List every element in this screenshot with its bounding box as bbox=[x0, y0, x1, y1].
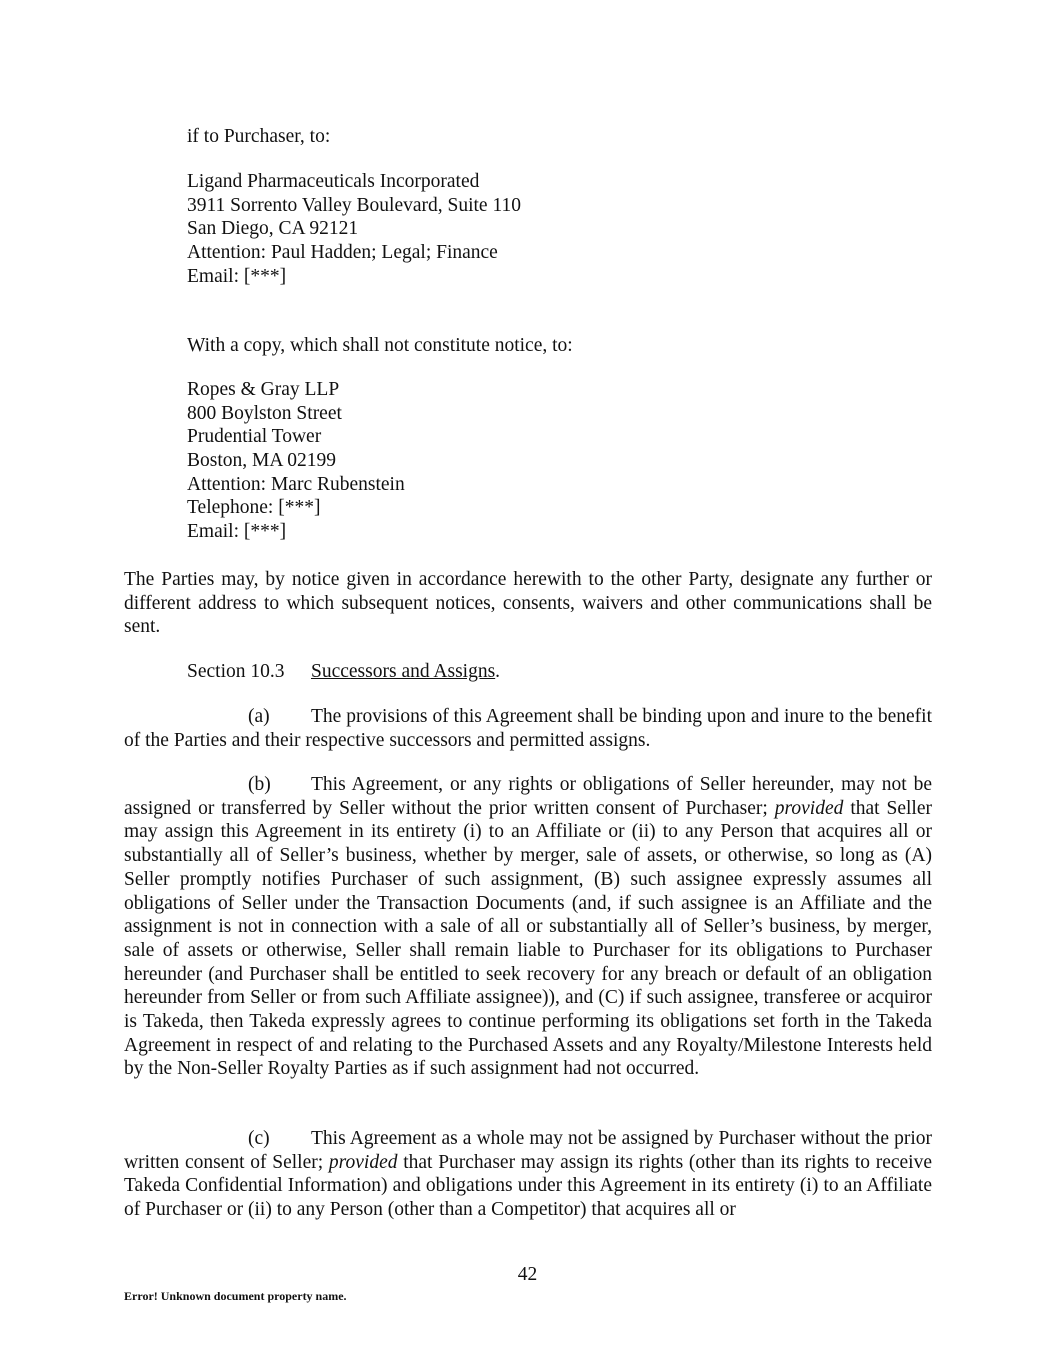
clause-c-text-after: that Purchaser may assign its rights (other than its rights to receive Takeda Confidential Information) and obligations under this Agreement in its entirety (i) to an Affiliate of Purchaser or (ii) to any Person (other than a Competitor) that acquires all or bbox=[124, 1151, 932, 1221]
clause-b-text-after: that Seller may assign this Agreement in its entirety (i) to an Affiliate or (ii) to any Person that acquires all or substantially all of Seller’s business, whether by merger, sale of assets, or otherwise, so long as (A) Seller promptly notifies Purchaser of such assignment, (B) such assignee expressly assumes all obligations of Seller under the Transaction Documents (and, if such assignee is an Affiliate and the assignment is not in connection with a sale of all or substantially all of Seller’s business, by merger, sale of assets or otherwise, Seller shall remain liable to Purchaser for its obligations to Purchaser hereunder (and Purchaser shall be entitled to seek recovery for any breach or default of an obligation hereunder from Seller or from such Affiliate assignee)), and (C) if such assignee, transferee or acquiror is Takeda, then Takeda expressly agrees to continue performing its obligations set forth in the Takeda Agreement in respect of and relating to the Purchased Assets and any Royalty/Milestone Interests held by the Non-Seller Royalty Parties as if such assignment had not occurred. bbox=[124, 797, 932, 1080]
clause-a-label: (a) bbox=[248, 706, 270, 727]
copy-address-line: Attention: Marc Rubenstein bbox=[187, 474, 405, 495]
clause-a bbox=[124, 705, 932, 752]
parties-paragraph bbox=[124, 568, 932, 639]
copy-address-line: Telephone: [***] bbox=[187, 497, 321, 518]
footer-error-text: Error! Unknown document property name. bbox=[124, 1289, 347, 1303]
clause-b-label: (b) bbox=[248, 774, 271, 795]
clause-c-label: (c) bbox=[248, 1128, 270, 1149]
copy-notice-intro: With a copy, which shall not constitute notice, to: bbox=[187, 335, 573, 356]
clause-b bbox=[124, 773, 932, 1081]
page-number: 42 bbox=[517, 1264, 538, 1285]
purchaser-address-line: Email: [***] bbox=[187, 266, 287, 287]
copy-address-line: Ropes & Gray LLP bbox=[187, 379, 340, 400]
purchaser-address-line: Attention: Paul Hadden; Legal; Finance bbox=[187, 242, 498, 263]
copy-address-line: Boston, MA 02199 bbox=[187, 450, 336, 471]
clause-b-text-before: This Agreement, or any rights or obligations of Seller hereunder, may not be assigned or transferred by Seller without the prior written consent of Purchaser; bbox=[124, 774, 932, 819]
section-title-period: . bbox=[495, 661, 501, 682]
clause-c-italic: provided bbox=[328, 1151, 398, 1173]
purchaser-notice-intro: if to Purchaser, to: bbox=[187, 126, 331, 147]
clause-a-text: The provisions of this Agreement shall be binding upon and inure to the benefit of the Parties and their respective successors and permitted assigns. bbox=[124, 706, 932, 751]
section-heading bbox=[187, 660, 500, 684]
section-title: Successors and Assigns bbox=[311, 661, 496, 682]
parties-paragraph-text: The Parties may, by notice given in accordance herewith to the other Party, designate any further or different address to which subsequent notices, consents, waivers and other communications shall be sent. bbox=[124, 569, 932, 638]
copy-address-line: 800 Boylston Street bbox=[187, 403, 342, 424]
purchaser-address-line: 3911 Sorrento Valley Boulevard, Suite 110 bbox=[187, 195, 521, 216]
copy-address-line: Prudential Tower bbox=[187, 426, 322, 447]
purchaser-address-line: Ligand Pharmaceuticals Incorporated bbox=[187, 171, 480, 192]
clause-c bbox=[124, 1127, 932, 1222]
section-number: Section 10.3 bbox=[187, 661, 285, 682]
clause-c-text-before: This Agreement as a whole may not be assigned by Purchaser without the prior written consent of Seller; bbox=[124, 1128, 932, 1173]
purchaser-address-line: San Diego, CA 92121 bbox=[187, 218, 359, 239]
copy-address-line: Email: [***] bbox=[187, 521, 287, 542]
clause-b-italic: provided bbox=[774, 797, 844, 819]
